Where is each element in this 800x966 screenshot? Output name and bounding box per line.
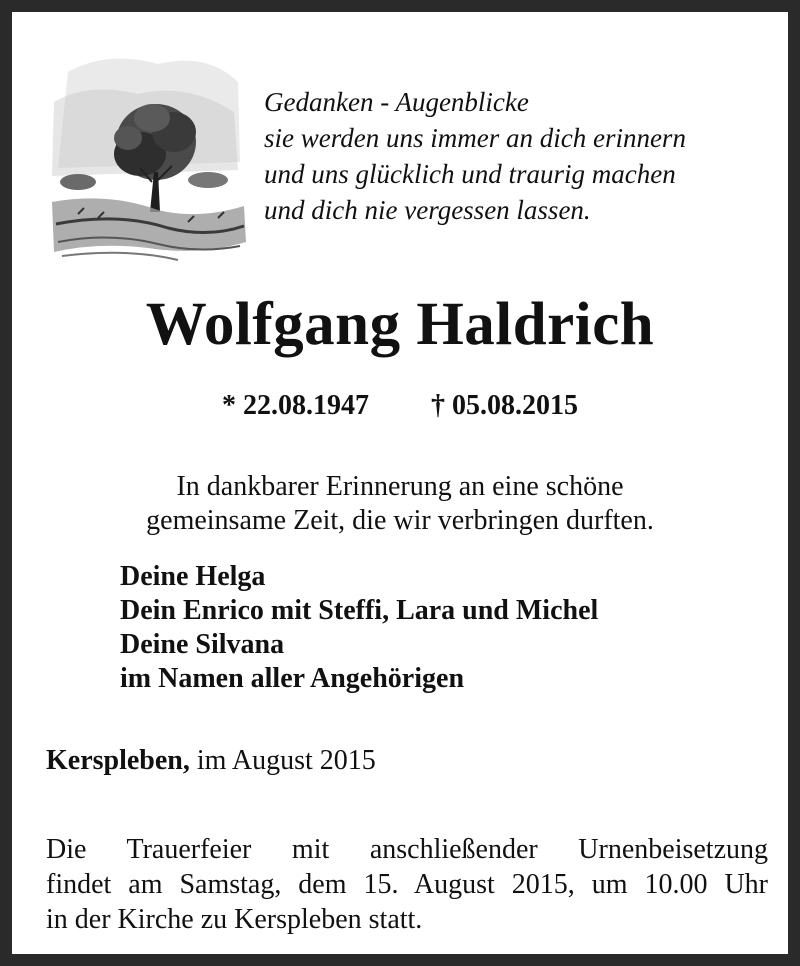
deceased-name: Wolfgang Haldrich bbox=[145, 291, 655, 358]
notice-date: im August 2015 bbox=[196, 745, 376, 776]
death-symbol: † bbox=[431, 390, 445, 421]
poem bbox=[264, 84, 686, 228]
tree-landscape-icon bbox=[48, 42, 248, 274]
poem-line: und dich nie vergessen lassen. bbox=[264, 195, 591, 225]
poem-line: und uns glücklich und traurig machen bbox=[264, 159, 676, 189]
death-date: 05.08.2015 bbox=[452, 390, 578, 421]
ceremony-line: in der Kirche zu Kerspleben statt. bbox=[46, 904, 423, 935]
mourner: Dein Enrico mit Steffi, Lara und Michel bbox=[120, 595, 599, 626]
mourners-list bbox=[120, 560, 598, 696]
remembrance-line: In dankbarer Erinnerung an eine schöne bbox=[176, 471, 624, 502]
mourner: Deine Silvana bbox=[120, 629, 285, 660]
remembrance-line: gemeinsame Zeit, die wir verbringen durften. bbox=[146, 505, 654, 536]
ceremony-info bbox=[46, 832, 768, 937]
remembrance-text bbox=[12, 470, 788, 538]
mourner: Deine Helga bbox=[120, 561, 266, 592]
birth-symbol: * bbox=[222, 390, 236, 421]
life-dates bbox=[12, 388, 788, 424]
mourner: im Namen aller Angehörigen bbox=[120, 663, 465, 694]
place-date bbox=[46, 744, 376, 778]
ceremony-line: findet am Samstag, dem 15. August 2015, um 10.00 Uhr bbox=[46, 869, 768, 900]
birth-date: 22.08.1947 bbox=[243, 390, 369, 421]
poem-line: Gedanken - Augenblicke bbox=[264, 87, 529, 117]
ceremony-line: Die Trauerfeier mit anschließender Urnenbeisetzung bbox=[46, 834, 768, 865]
place-name: Kerspleben, bbox=[46, 745, 190, 776]
poem-line: sie werden uns immer an dich erinnern bbox=[264, 123, 686, 153]
